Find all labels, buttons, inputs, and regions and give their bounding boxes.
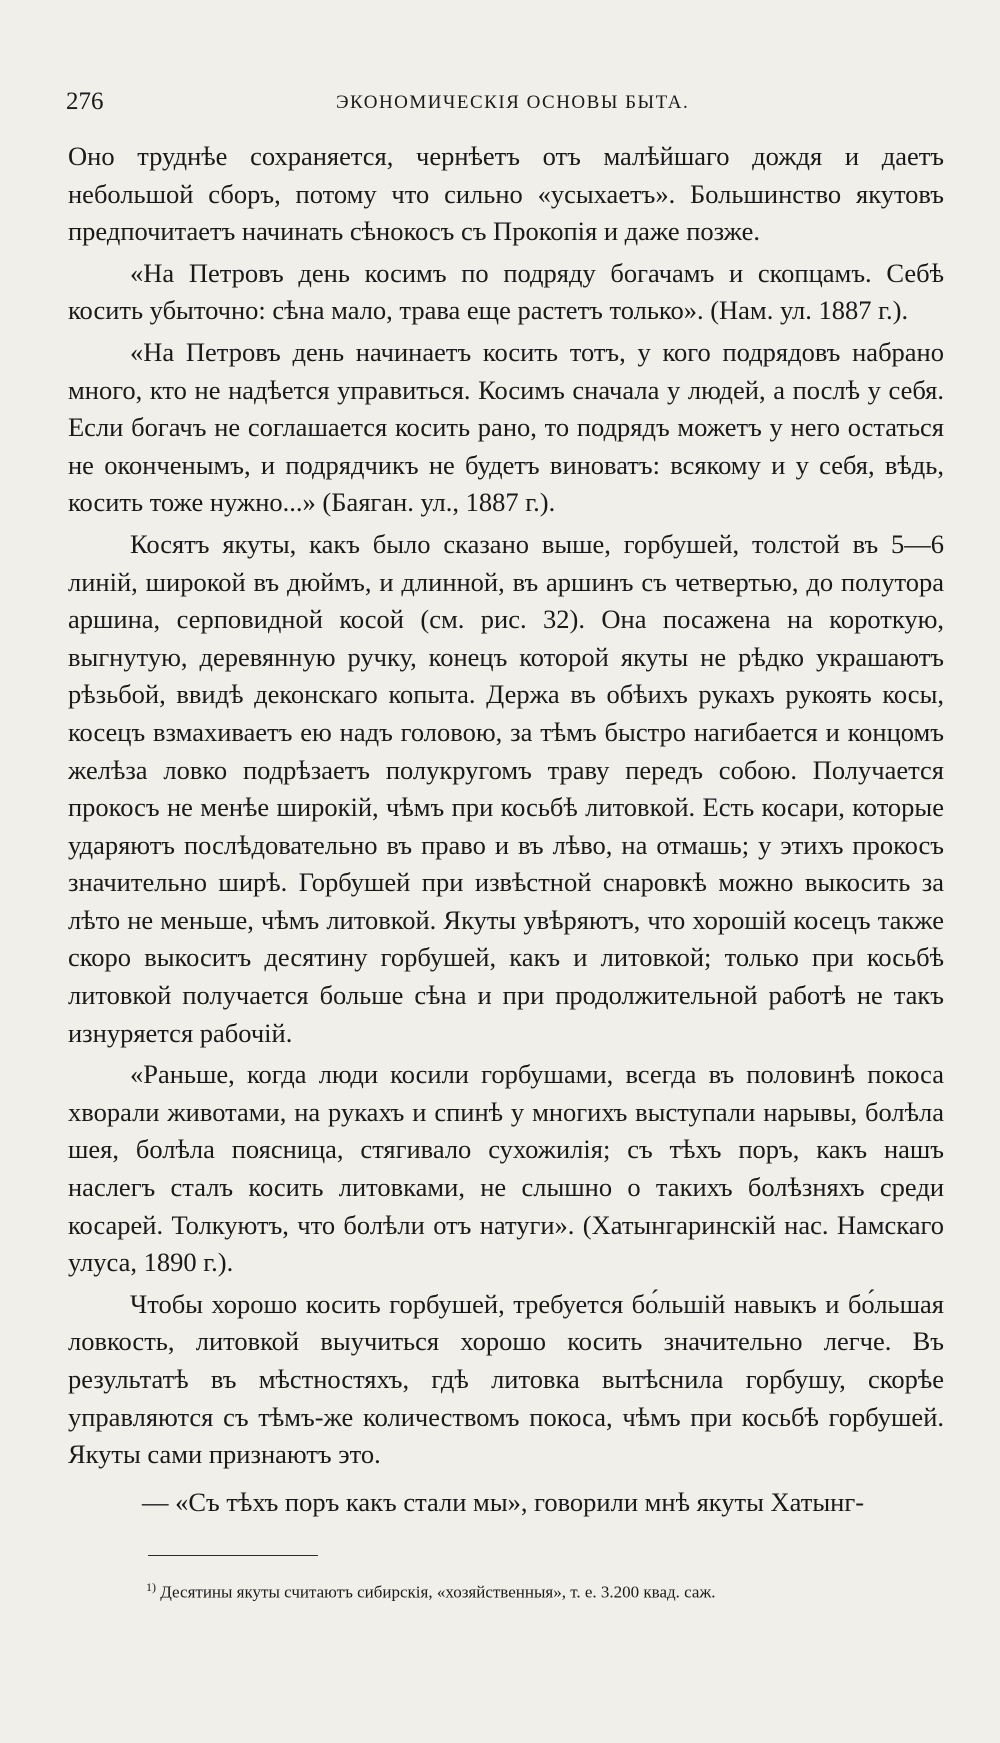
running-title: ЭКОНОМИЧЕСКІЯ ОСНОВЫ БЫТА.: [336, 92, 690, 113]
footnote-text: Десятины якуты считаютъ сибирскія, «хозяйственныя», т. е. 3.200 квад. саж.: [160, 1582, 716, 1602]
paragraph-quote-contractors: «На Петровъ день начинаетъ косить тотъ, у кого подрядовъ набрано много, кто не надѣется управиться. Косимъ сначала у людей, а послѣ у себя. Если богачъ не соглашается косить рано, то подрядъ можетъ у него остаться не оконченымъ, и подрядчикъ не будетъ виноватъ: всякому и у себя, вѣдь, косить тоже нужно...» (Баяган. ул., 1887 г.).: [68, 336, 944, 518]
paragraph-continuation: Оно труднѣе сохраняется, чернѣетъ отъ малѣйшаго дождя и даетъ небольшой сборъ, потому что сильно «усыхаетъ». Большинство якутовъ предпочитаетъ начинать сѣнокосъ съ Прокопія и даже позже.: [68, 141, 944, 247]
paragraph-quote-illness: «Раньше, когда люди косили горбушами, всегда въ половинѣ покоса хворали животами, на рукахъ и спинѣ у многихъ выступали нарывы, болѣла шея, болѣла поясница, стягивало сухожилія; съ тѣхъ поръ, какъ нашъ наслегъ сталъ косить литовками, не слышно о такихъ болѣзняхъ среди косарей. Толкуютъ, что болѣли отъ натуги». (Хатынгаринскій нас. Намскаго улуса, 1890 г.).: [68, 1059, 944, 1278]
paragraph-quote-petrov-day: «На Петровъ день косимъ по подряду богачамъ и скопцамъ. Себѣ косить убыточно: сѣна мало, трава еще растетъ только». (Нам. ул. 1887 г.).: [68, 257, 944, 326]
footnote: [146, 1575, 946, 1605]
footnote-divider: [148, 1555, 318, 1556]
page-header: [66, 88, 946, 124]
paragraph-skill-comparison: Чтобы хорошо косить горбушей, требуется бо́льшій навыкъ и бо́льшая ловкость, литовкой выучиться хорошо косить значительно легче. Въ результатѣ въ мѣстностяхъ, гдѣ литовка вытѣснила горбушу, скорѣе управляются съ тѣмъ-же количествомъ покоса, чѣмъ при косьбѣ горбушей. Якуты сами признаютъ это.: [68, 1288, 944, 1470]
page-number: 276: [66, 88, 104, 115]
footnote-marker: 1): [146, 1580, 156, 1594]
page-body: [68, 138, 944, 1525]
paragraph-scythe-description: Косятъ якуты, какъ было сказано выше, горбушей, толстой въ 5—6 линій, широкой въ дюймъ, и длинной, въ аршинъ съ четвертью, до полутора аршина, серповидной косой (см. рис. 32). Она посажена на короткую, выгнутую, деревянную ручку, конецъ которой якуты не рѣдко украшаютъ рѣзьбой, ввидѣ деконскаго копыта. Держа въ обѣихъ рукахъ рукоять косы, косецъ взмахиваетъ ею надъ головою, за тѣмъ быстро нагибается и концомъ желѣза ловко подрѣзаетъ полукругомъ траву передъ собою. Получается прокосъ не менѣе широкій, чѣмъ при косьбѣ литовкой. Есть косари, которые ударяютъ послѣдовательно въ право и въ лѣво, на отмашь; у этихъ прокосъ значительно ширѣ. Горбушей при извѣстной снаровкѣ можно выкосить за лѣто не меньше, чѣмъ литовкой. Якуты увѣряютъ, что хорошій косецъ также скоро выкоситъ десятину горбушей, какъ и литовкой; только при косьбѣ литовкой получается больше сѣна и при продолжительной работѣ не такъ изнуряется рабочій.: [68, 528, 944, 1048]
paragraph-dialogue-start: — «Съ тѣхъ поръ какъ стали мы», говорили мнѣ якуты Хатынг-: [142, 1486, 865, 1517]
